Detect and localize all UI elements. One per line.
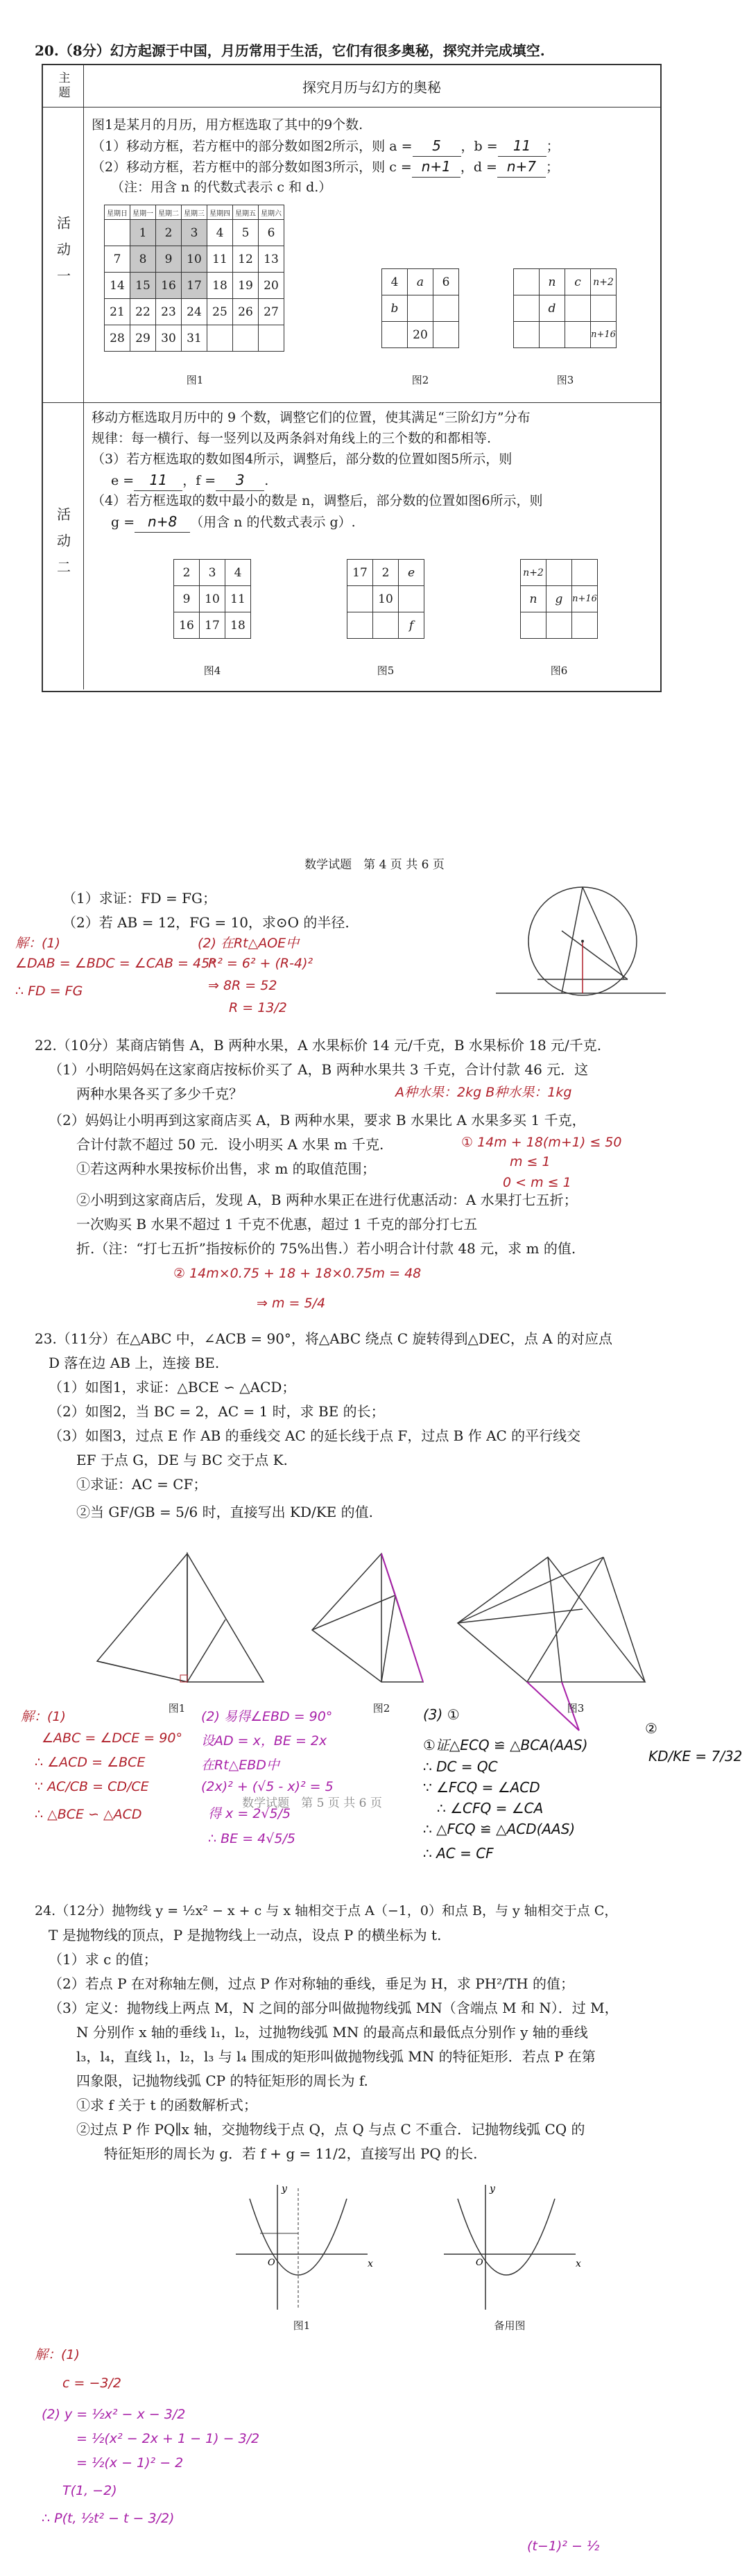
- line-cd: [187, 1620, 225, 1682]
- fig6-cell: g: [546, 586, 572, 612]
- q23-part3-a: （3）如图3，过点 E 作 AB 的垂线交 AC 的延长线于点 F，过点 B 作 AC 的平行线交: [49, 1427, 581, 1444]
- q24-part3-f: ②过点 P 作 PQ∥x 轴，交抛物线于点 Q，点 Q 与点 C 不重合．记抛物线弧 CQ 的: [76, 2121, 585, 2138]
- cal-header: 星期三: [182, 205, 207, 220]
- hw24-line: = ½(x − 1)² − 2: [76, 2455, 184, 2471]
- fig6-cell: [572, 560, 598, 586]
- act2-line6: g = n+8 （用含 n 的代数式表示 g）.: [111, 511, 356, 533]
- caption-fig5: 图5: [377, 664, 395, 677]
- hw21-line: R = 13/2: [229, 1000, 287, 1015]
- q23-part3-c: ①求证：AC = CF；: [76, 1476, 207, 1493]
- fig4-cell: 4: [225, 560, 251, 586]
- hw23c-line: ∴ △FCQ ≌ △ACD(AAS): [423, 1821, 576, 1837]
- hw23b-line: 在Rt△EBD中: [201, 1758, 279, 1773]
- act1-line2: （1）移动方框，若方框中的部分数如图2所示，则 a = 5 ，b = 11 ；: [92, 135, 560, 157]
- caption-fig3: 图3: [556, 374, 574, 386]
- cal-cell: [207, 325, 233, 352]
- hw24-line: ∴ P(t, ½t² − t − 3/2): [42, 2511, 175, 2526]
- fig4-grid: [173, 559, 251, 639]
- fig3-cell: [591, 295, 617, 322]
- cal-cell: 8: [130, 246, 156, 273]
- act2-label: 活动二: [43, 403, 84, 689]
- cal-header: 星期日: [105, 205, 130, 220]
- act1-line4: （注：用含 n 的代数式表示 c 和 d.）: [111, 180, 332, 195]
- fig3-cell: [540, 322, 565, 348]
- fig2-cell: 20: [408, 322, 433, 348]
- fig3-cell: d: [540, 295, 565, 322]
- page5-footer: 数学试题 第 5 页 共 6 页: [242, 1796, 382, 1810]
- fig6-cell: n+2: [521, 560, 546, 586]
- fig2-cell: b: [382, 295, 408, 322]
- cal-cell: 29: [130, 325, 156, 352]
- caption-fig1: 图1: [186, 374, 204, 386]
- hw23c-line: ①证△ECQ ≌ △BCA(AAS): [423, 1737, 588, 1753]
- fig4-cell: 10: [200, 586, 225, 612]
- hw23b-line: 得 x = 2√5/5: [208, 1806, 291, 1821]
- q23-caption2: 图2: [372, 1702, 390, 1715]
- cal-cell: 11: [207, 246, 233, 273]
- fig2-cell: [382, 322, 408, 348]
- q21-part2: （2）若 AB = 12，FG = 10，求⊙O 的半径.: [62, 914, 350, 931]
- hw24-extra: (t−1)² − ½: [527, 2539, 600, 2554]
- answer-b: 11: [498, 135, 546, 157]
- caption-fig6: 图6: [550, 664, 568, 677]
- label-o: O: [476, 2258, 483, 2268]
- hw23a-line: ∠ABC = ∠DCE = 90°: [42, 1731, 182, 1746]
- answer-d: n+7: [497, 156, 546, 178]
- q24-part3-d: 四象限，记抛物线弧 CP 的特征矩形的周长为 f.: [76, 2072, 368, 2089]
- q22-part1-a: （1）小明陪妈妈在这家商店按标价买了 A，B 两种水果共 3 千克，合计付款 46 元．这: [49, 1061, 589, 1078]
- q24-part3-c: l₃，l₄，直线 l₁，l₂，l₃ 与 l₄ 围成的矩形叫做抛物线弧 MN 的特征矩形．若点 P 在第: [76, 2048, 596, 2065]
- cal-cell: [233, 325, 259, 352]
- answer-a: 5: [413, 135, 461, 157]
- hw23a-line: ∴ △BCE ∽ △ACD: [35, 1807, 142, 1822]
- q23-part1: （1）如图1，求证：△BCE ∽ △ACD；: [49, 1379, 296, 1396]
- fig3-cell: n: [540, 269, 565, 295]
- cal-cell: 3: [182, 220, 207, 246]
- fig6-cell: [521, 612, 546, 639]
- q20-table: [42, 64, 662, 692]
- q24-fig1: [229, 2178, 374, 2317]
- q23-part3-b: EF 于点 G，DE 与 BC 交于点 K.: [76, 1452, 288, 1468]
- fig5-cell: [399, 586, 424, 612]
- cal-cell: 27: [259, 299, 284, 325]
- q21-part1: （1）求证：FD = FG；: [62, 890, 216, 907]
- fig2-grid: [381, 268, 459, 348]
- label-x: x: [576, 2258, 581, 2269]
- act2-line1: 移动方框选取月历中的 9 个数，调整它们的位置，使其满足“三阶幻方”分布: [92, 410, 531, 425]
- cal-header: 星期一: [130, 205, 156, 220]
- hw23d-line: ②: [645, 1720, 657, 1737]
- table-head-theme: 探究月历与幻方的奥秘: [83, 65, 660, 108]
- fig2-cell: 4: [382, 269, 408, 295]
- answer-e: 11: [134, 470, 182, 491]
- q21-circle-figure: [479, 875, 687, 1028]
- act1-label: 活动一: [43, 108, 84, 403]
- q23-fig2: [291, 1547, 451, 1692]
- hw21-line: R² = 6² + (R-4)²: [208, 956, 313, 971]
- quad-becd: [312, 1554, 423, 1682]
- cal-header: 星期二: [156, 205, 182, 220]
- fig3-cell: n+2: [591, 269, 617, 295]
- hw21-line: ∠DAB = ∠BDC = ∠CAB = 45°: [15, 956, 216, 971]
- hw23c-line: (3) ①: [423, 1706, 460, 1723]
- cal-header: 星期六: [259, 205, 284, 220]
- fig3-grid: [513, 268, 617, 348]
- q23-caption3: 图3: [567, 1702, 585, 1715]
- cal-cell: 17: [182, 273, 207, 299]
- cal-cell: 10: [182, 246, 207, 273]
- fig3-cell: [514, 269, 540, 295]
- point-o: [581, 940, 584, 943]
- fig5-cell: 17: [347, 560, 373, 586]
- label-o: O: [268, 2258, 275, 2268]
- answer-f: 3: [216, 470, 264, 491]
- fig5-cell: 2: [373, 560, 399, 586]
- hw22-eq2: ② 14m×0.75 + 18 + 18×0.75m = 48: [173, 1266, 422, 1281]
- q23-fig1: [76, 1547, 277, 1692]
- act2-line4: e = 11 ，f = 3 .: [111, 470, 268, 491]
- hw21-line: ⇒ 8R = 52: [208, 978, 277, 993]
- fig4-cell: 2: [174, 560, 200, 586]
- cal-cell: 9: [156, 246, 182, 273]
- hw22-answer1: A种水果：2kg B种水果：1kg: [395, 1085, 572, 1100]
- answer-c: n+1: [412, 156, 460, 178]
- fig6-cell: n: [521, 586, 546, 612]
- q23-part2: （2）如图2，当 BC = 2，AC = 1 时，求 BE 的长；: [49, 1403, 385, 1420]
- cal-cell: 13: [259, 246, 284, 273]
- line-bd-marked: [381, 1554, 395, 1595]
- cal-cell: 7: [105, 246, 130, 273]
- hw23a-line: ∴ ∠ACD = ∠BCE: [35, 1755, 146, 1770]
- fig4-cell: 18: [225, 612, 251, 639]
- hw23b-line: (2x)² + (√5 - x)² = 5: [201, 1779, 334, 1794]
- hw24-line: (2) y = ½x² − x − 3/2: [42, 2407, 186, 2422]
- fig2-cell: [433, 295, 459, 322]
- q20-title: 20.（8分）幻方起源于中国，月历常用于生活，它们有很多奥秘，探究并完成填空.: [35, 42, 545, 59]
- q24-part1: （1）求 c 的值；: [49, 1951, 157, 1968]
- fig5-cell: e: [399, 560, 424, 586]
- act1-line3: （2）移动方框，若方框中的部分数如图3所示，则 c = n+1 ，d = n+7 ；: [92, 156, 559, 178]
- cal-cell: 16: [156, 273, 182, 299]
- act2-line3: （3）若方框选取的数如图4所示，调整后，部分数的位置如图5所示，则: [92, 452, 513, 467]
- q22-part2-d: ②小明到这家商店后，发现 A，B 两种水果正在进行优惠活动：A 水果打七五折；: [76, 1192, 578, 1208]
- q23-part3-d: ②当 GF/GB = 5/6 时，直接写出 KD/KE 的值.: [76, 1504, 373, 1520]
- hw23c-line: ∵ ∠FCQ = ∠ACD: [423, 1779, 540, 1796]
- q22-part1-b: 两种水果各买了多少千克？: [76, 1085, 243, 1102]
- fig6-cell: [546, 612, 572, 639]
- cal-cell: 1: [130, 220, 156, 246]
- fig3-cell: [565, 295, 591, 322]
- fig2-cell: [408, 295, 433, 322]
- caption-fig2: 图2: [411, 374, 429, 386]
- fig5-cell: [373, 612, 399, 639]
- line-cd: [562, 887, 583, 993]
- hw24-line: = ½(x² − 2x + 1 − 1) − 3/2: [76, 2431, 260, 2446]
- q22-part2-b: 合计付款不超过 50 元．设小明买 A 水果 m 千克.: [76, 1136, 384, 1153]
- fig3-cell: [565, 322, 591, 348]
- line-fg: [527, 1557, 603, 1682]
- line-ga: [603, 1557, 645, 1682]
- q22-part2-a: （2）妈妈让小明再到这家商店买 A，B 两种水果，要求 B 水果比 A 水果多买 1 千克，: [49, 1112, 586, 1128]
- q23-title: 23.（11分）在△ABC 中，∠ACB = 90°，将△ABC 绕点 C 旋转得到△DEC，点 A 的对应点: [35, 1330, 612, 1347]
- hw23b-line: 设AD = x，BE = 2x: [201, 1733, 327, 1749]
- fig5-cell: [347, 612, 373, 639]
- hw24-line: c = −3/2: [62, 2376, 121, 2391]
- fig4-cell: 3: [200, 560, 225, 586]
- cal-cell: 12: [233, 246, 259, 273]
- q24-part3-a: （3）定义：抛物线上两点 M，N 之间的部分叫做抛物线弧 MN（含端点 M 和 N）．过 M，: [49, 2000, 619, 2016]
- q24-title2: T 是抛物线的顶点，P 是抛物线上一动点，设点 P 的横坐标为 t.: [49, 1927, 442, 1943]
- cal-cell: 28: [105, 325, 130, 352]
- parabola: [458, 2199, 555, 2275]
- cal-cell: 18: [207, 273, 233, 299]
- answer-g: n+8: [135, 511, 190, 533]
- q23-title2: D 落在边 AB 上，连接 BE.: [49, 1355, 220, 1371]
- cal-cell: 24: [182, 299, 207, 325]
- q24-part3-e: ①求 f 关于 t 的函数解析式；: [76, 2097, 257, 2113]
- fig2-cell: a: [408, 269, 433, 295]
- cal-cell: 5: [233, 220, 259, 246]
- q22-part2-f: 折.（注：“打七五折”指按标价的 75%出售.）若小明合计付款 48 元，求 m 的值.: [76, 1240, 576, 1257]
- cal-cell: 31: [182, 325, 207, 352]
- cal-cell: 26: [233, 299, 259, 325]
- fig5-grid: [347, 559, 424, 639]
- line-dc: [381, 1595, 395, 1682]
- hw24-line: 解：(1): [35, 2347, 80, 2362]
- fig5-cell: f: [399, 612, 424, 639]
- fig3-cell: c: [565, 269, 591, 295]
- fig2-cell: 6: [433, 269, 459, 295]
- fig6-cell: n+16: [572, 586, 598, 612]
- hw22-ineq: ① 14m + 18(m+1) ≤ 50: [461, 1135, 622, 1150]
- line-dg: [562, 931, 628, 979]
- cal-cell: 21: [105, 299, 130, 325]
- fig2-cell: [433, 322, 459, 348]
- fig6-grid: [520, 559, 598, 639]
- cal-cell: 4: [207, 220, 233, 246]
- q24-title: 24.（12分）抛物线 y = ½x² − x + c 与 x 轴相交于点 A（−1，0）和点 B，与 y 轴相交于点 C，: [35, 1903, 618, 1918]
- fig5-cell: 10: [373, 586, 399, 612]
- cal-cell: 25: [207, 299, 233, 325]
- cal-cell: [105, 220, 130, 246]
- cal-cell: 15: [130, 273, 156, 299]
- hw23b-line: ∴ BE = 4√5/5: [208, 1831, 295, 1846]
- hw22-m-value: ⇒ m = 5/4: [257, 1296, 326, 1311]
- hw23c-line: ∴ AC = CF: [423, 1845, 494, 1862]
- hw23d-line: KD/KE = 7/32: [648, 1748, 743, 1764]
- act1-line1: 图1是某月的月历，用方框选取了其中的9个数.: [92, 117, 363, 132]
- cal-cell: 20: [259, 273, 284, 299]
- q24-part3-b: N 分别作 x 轴的垂线 l₁，l₂，过抛物线弧 MN 的最高点和最低点分别作 y 轴的垂线: [76, 2024, 588, 2041]
- fig3-cell: n+16: [591, 322, 617, 348]
- hw23a-line: ∵ AC/CB = CD/CE: [35, 1779, 149, 1794]
- cal-cell: [259, 325, 284, 352]
- fig4-cell: 11: [225, 586, 251, 612]
- cal-cell: 30: [156, 325, 182, 352]
- hw23c-line: ∴ DC = QC: [423, 1758, 498, 1775]
- cal-cell: 22: [130, 299, 156, 325]
- line-da-marked: [395, 1595, 423, 1682]
- act1-body: [83, 108, 660, 403]
- cal-cell: 19: [233, 273, 259, 299]
- fig4-cell: 17: [200, 612, 225, 639]
- cal-cell: 14: [105, 273, 130, 299]
- q24-caption2: 备用图: [494, 2319, 526, 2332]
- hw23b-line: (2) 易得∠EBD = 90°: [201, 1709, 333, 1724]
- hw22-m-bound: m ≤ 1: [510, 1154, 551, 1169]
- hw22-m-range: 0 < m ≤ 1: [503, 1175, 571, 1190]
- fig3-cell: [514, 322, 540, 348]
- hw21-line: 解：(1): [15, 936, 60, 951]
- q22-part2-c: ①若这两种水果按标价出售，求 m 的取值范围；: [76, 1160, 376, 1177]
- fig6-cell: [572, 612, 598, 639]
- table-head-col: 主题: [43, 65, 84, 108]
- line-bc3: [548, 1557, 562, 1682]
- cal-cell: 6: [259, 220, 284, 246]
- q24-part2: （2）若点 P 在对称轴左侧，过点 P 作对称轴的垂线，垂足为 H，求 PH²/TH 的值；: [49, 1975, 575, 1992]
- act2-line5: （4）若方框选取的数中最小的数是 n，调整后，部分数的位置如图6所示，则: [92, 493, 543, 508]
- triangle-bec: [97, 1554, 187, 1682]
- q22-title: 22.（10分）某商店销售 A，B 两种水果，A 水果标价 14 元/千克，B 水果标价 18 元/千克.: [35, 1037, 602, 1054]
- fig5-cell: [347, 586, 373, 612]
- cal-header: 星期四: [207, 205, 233, 220]
- q24-caption1: 图1: [293, 2319, 311, 2332]
- q23-caption1: 图1: [168, 1702, 186, 1715]
- cal-cell: 2: [156, 220, 182, 246]
- q24-part3-g: 特征矩形的周长为 g．若 f + g = 11/2，直接写出 PQ 的长.: [104, 2145, 478, 2162]
- q22-part2-e: 一次购买 B 水果不超过 1 千克不优惠，超过 1 千克的部分打七五: [76, 1216, 478, 1233]
- hw21-line: (2) 在Rt△AOE中: [198, 936, 300, 951]
- line-ec: [97, 1661, 187, 1682]
- line-ed: [312, 1595, 395, 1630]
- label-x: x: [368, 2258, 373, 2269]
- line-eg: [458, 1557, 603, 1623]
- page4-footer: 数学试题 第 4 页 共 6 页: [304, 858, 445, 872]
- act2-line2: 规律：每一横行、每一竖列以及两条斜对角线上的三个数的和都相等.: [92, 431, 492, 446]
- cal-cell: 23: [156, 299, 182, 325]
- act2-body: [83, 403, 660, 689]
- hw21-line: ∴ FD = FG: [15, 984, 83, 999]
- fig3-cell: [514, 295, 540, 322]
- label-y: y: [490, 2183, 495, 2195]
- hw23c-line: ∴ ∠CFQ = ∠CA: [437, 1800, 544, 1817]
- q24-fig-spare: [437, 2178, 583, 2317]
- fig4-cell: 16: [174, 612, 200, 639]
- hw23a-line: 解：(1): [21, 1709, 66, 1724]
- label-y: y: [282, 2183, 287, 2195]
- fig4-cell: 9: [174, 586, 200, 612]
- hw24-line: T(1, −2): [62, 2483, 117, 2498]
- fig1-calendar: [104, 205, 284, 352]
- caption-fig4: 图4: [203, 664, 221, 677]
- fig6-cell: [546, 560, 572, 586]
- cal-header: 星期五: [233, 205, 259, 220]
